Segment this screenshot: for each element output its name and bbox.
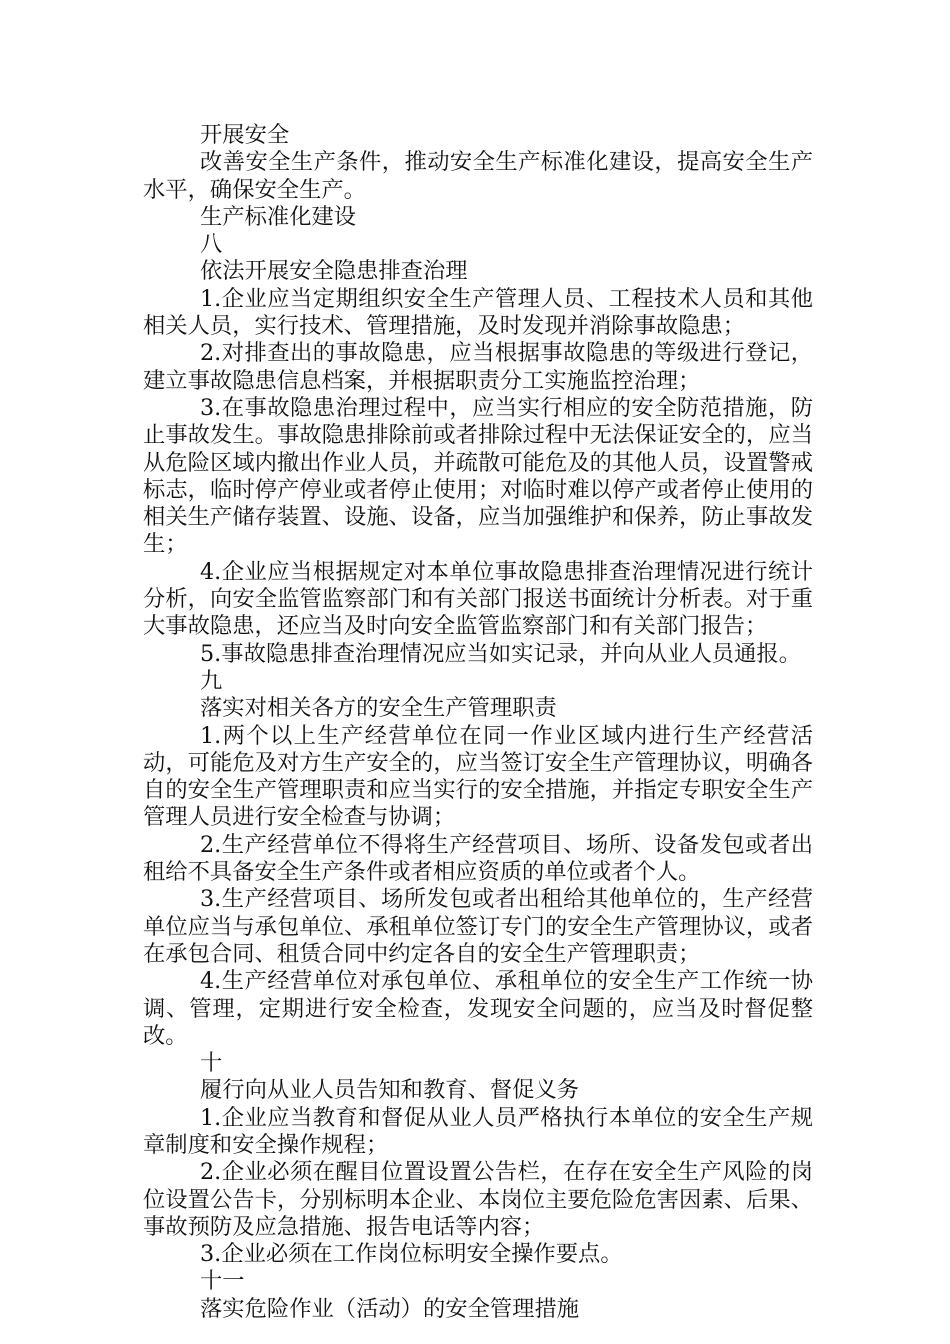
list-item: 2.企业必须在醒目位置设置公告栏，在存在安全生产风险的岗位设置公告卡，分别标明本企业、本岗位主要危险危害因素、后果、事故预防及应急措施、报告电话等内容； — [143, 1159, 813, 1240]
section-number: 十一 — [200, 1268, 245, 1295]
list-item: 2.对排查出的事故隐患，应当根据事故隐患的等级进行登记，建立事故隐患信息档案，并根据职责分工实施监控治理； — [143, 340, 813, 394]
list-item: 1.两个以上生产经营单位在同一作业区域内进行生产经营活动，可能危及对方生产安全的，应当签订安全生产管理协议，明确各自的安全生产管理职责和应当实行的安全措施，并指定专职安全生产管理人员进行安全检查与协调； — [143, 722, 813, 831]
body-paragraph: 改善安全生产条件，推动安全生产标准化建设，提高安全生产水平，确保安全生产。 — [143, 149, 813, 203]
list-item: 3.生产经营项目、场所发包或者出租给其他单位的，生产经营单位应当与承包单位、承租单位签订专门的安全生产管理协议，或者在承包合同、租赁合同中约定各自的安全生产管理职责； — [143, 886, 813, 967]
section-title: 依法开展安全隐患排查治理 — [200, 258, 468, 285]
heading-fragment: 开展安全 — [200, 122, 290, 148]
list-item: 3.在事故隐患治理过程中，应当实行相应的安全防范措施，防止事故发生。事故隐患排除前或者排除过程中无法保证安全的，应当从危险区域内撤出作业人员，并疏散可能危及的其他人员，设置警戒标志，临时停产停业或者停止使用；对临时难以停产或者停止使用的相关生产储存装置、设施、设备，应当加强维护和保养，防止事故发生； — [143, 394, 813, 558]
list-item: 4.企业应当根据规定对本单位事故隐患排查治理情况进行统计分析，向安全监管监察部门和有关部门报送书面统计分析表。对于重大事故隐患，还应当及时向安全监管监察部门和有关部门报告； — [143, 558, 813, 640]
list-item: 3.企业必须在工作岗位标明安全操作要点。 — [200, 1241, 623, 1268]
section-number: 十 — [200, 1050, 223, 1077]
list-item: 1.企业应当定期组织安全生产管理人员、工程技术人员和其他相关人员，实行技术、管理措施，及时发现并消除事故隐患； — [143, 285, 813, 340]
section-title: 履行向从业人员告知和教育、督促义务 — [200, 1077, 580, 1104]
heading-fragment: 生产标准化建设 — [200, 203, 357, 230]
list-item: 2.生产经营单位不得将生产经营项目、场所、设备发包或者出租给不具备安全生产条件或者相应资质的单位或者个人。 — [143, 831, 813, 886]
section-number: 九 — [200, 667, 223, 694]
section-number: 八 — [200, 231, 223, 258]
list-item: 1.企业应当教育和督促从业人员严格执行本单位的安全生产规章制度和安全操作规程； — [143, 1104, 813, 1158]
section-title: 落实危险作业（活动）的安全管理措施 — [200, 1295, 580, 1322]
list-item: 4.生产经营单位对承包单位、承租单位的安全生产工作统一协调、管理，定期进行安全检查，发现安全问题的，应当及时督促整改。 — [143, 968, 813, 1049]
document-page — [143, 122, 813, 1323]
list-item: 5.事故隐患排查治理情况应当如实记录，并向从业人员通报。 — [200, 640, 801, 667]
section-title: 落实对相关各方的安全生产管理职责 — [200, 695, 557, 722]
